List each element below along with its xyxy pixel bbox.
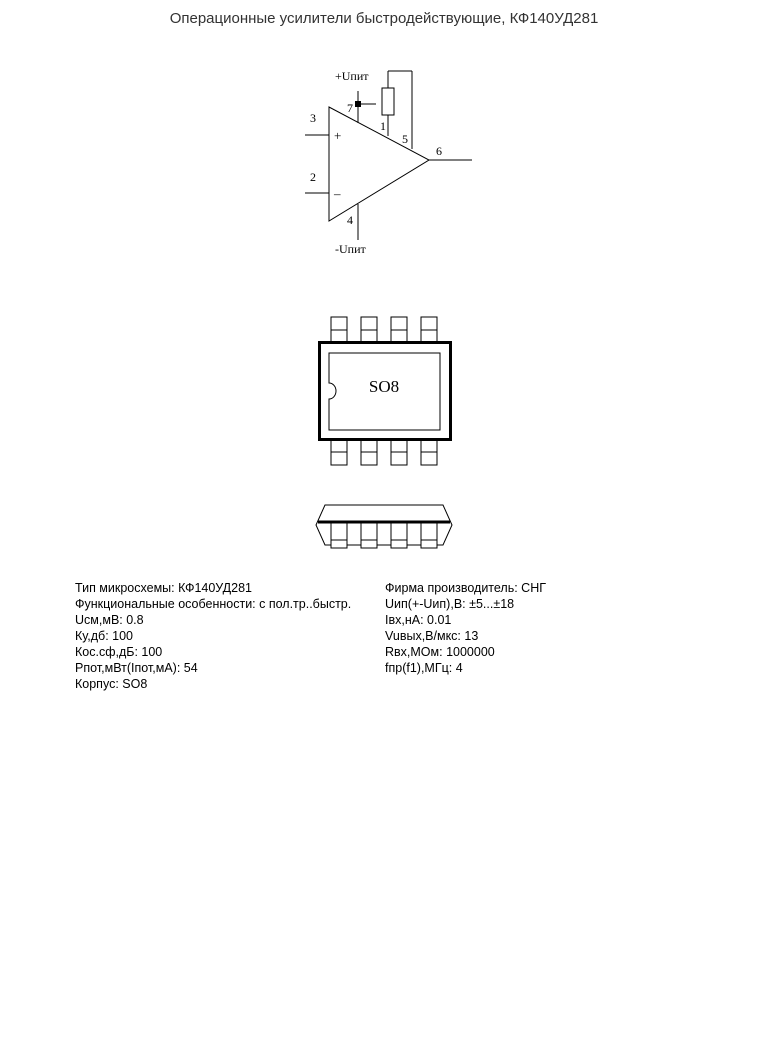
- potentiometer: [382, 88, 394, 115]
- spec-manufacturer: Фирма производитель: СНГ: [385, 581, 546, 595]
- spec-input-resistance: Rвх,МОм: 1000000: [385, 645, 495, 659]
- pin7-number: 7: [347, 101, 353, 115]
- top-leads: [331, 317, 437, 342]
- page-title: Операционные усилители быстродействующие, КФ140УД281: [169, 10, 599, 27]
- vminus-label: -Uпит: [335, 242, 366, 256]
- spec-slew-rate: Vuвых,В/мкс: 13: [385, 629, 479, 643]
- specs-right-column: [385, 580, 546, 676]
- pin4-number: 4: [347, 213, 353, 227]
- package-side-view: [316, 505, 452, 548]
- junction-dot: [355, 101, 361, 107]
- spec-chip-type: Тип микросхемы: КФ140УД281: [75, 581, 253, 595]
- pin2-number: 2: [310, 170, 316, 184]
- specs-left-column: [75, 580, 351, 692]
- spec-power: Рпот,мВт(Iпот,мА): 54: [75, 661, 198, 675]
- spec-offset-voltage: Uсм,мВ: 0.8: [75, 613, 144, 627]
- pin5-number: 5: [402, 132, 408, 146]
- opamp-triangle: [329, 107, 429, 221]
- spec-cmrr: Кос.сф,дБ: 100: [75, 645, 163, 659]
- pin3-number: 3: [310, 111, 316, 125]
- spec-supply-voltage: Uип(+-Uип),В: ±5...±18: [385, 597, 515, 611]
- spec-input-current: Iвх,нА: 0.01: [385, 613, 452, 627]
- vplus-label: +Uпит: [335, 69, 369, 83]
- spec-bandwidth: fпр(f1),МГц: 4: [385, 661, 463, 675]
- spec-features: Функциональные особенности: с пол.тр..быстр.: [75, 597, 352, 611]
- spec-gain: Ку,дб: 100: [75, 629, 134, 643]
- package-label: SO8: [368, 377, 400, 396]
- pin6-number: 6: [436, 144, 442, 158]
- spec-package: Корпус: SO8: [75, 677, 148, 691]
- opamp-schematic: [305, 71, 472, 240]
- minus-sign: –: [334, 186, 341, 201]
- bottom-leads: [331, 440, 437, 465]
- pin1-number: 1: [380, 119, 386, 133]
- plus-sign: +: [334, 128, 342, 143]
